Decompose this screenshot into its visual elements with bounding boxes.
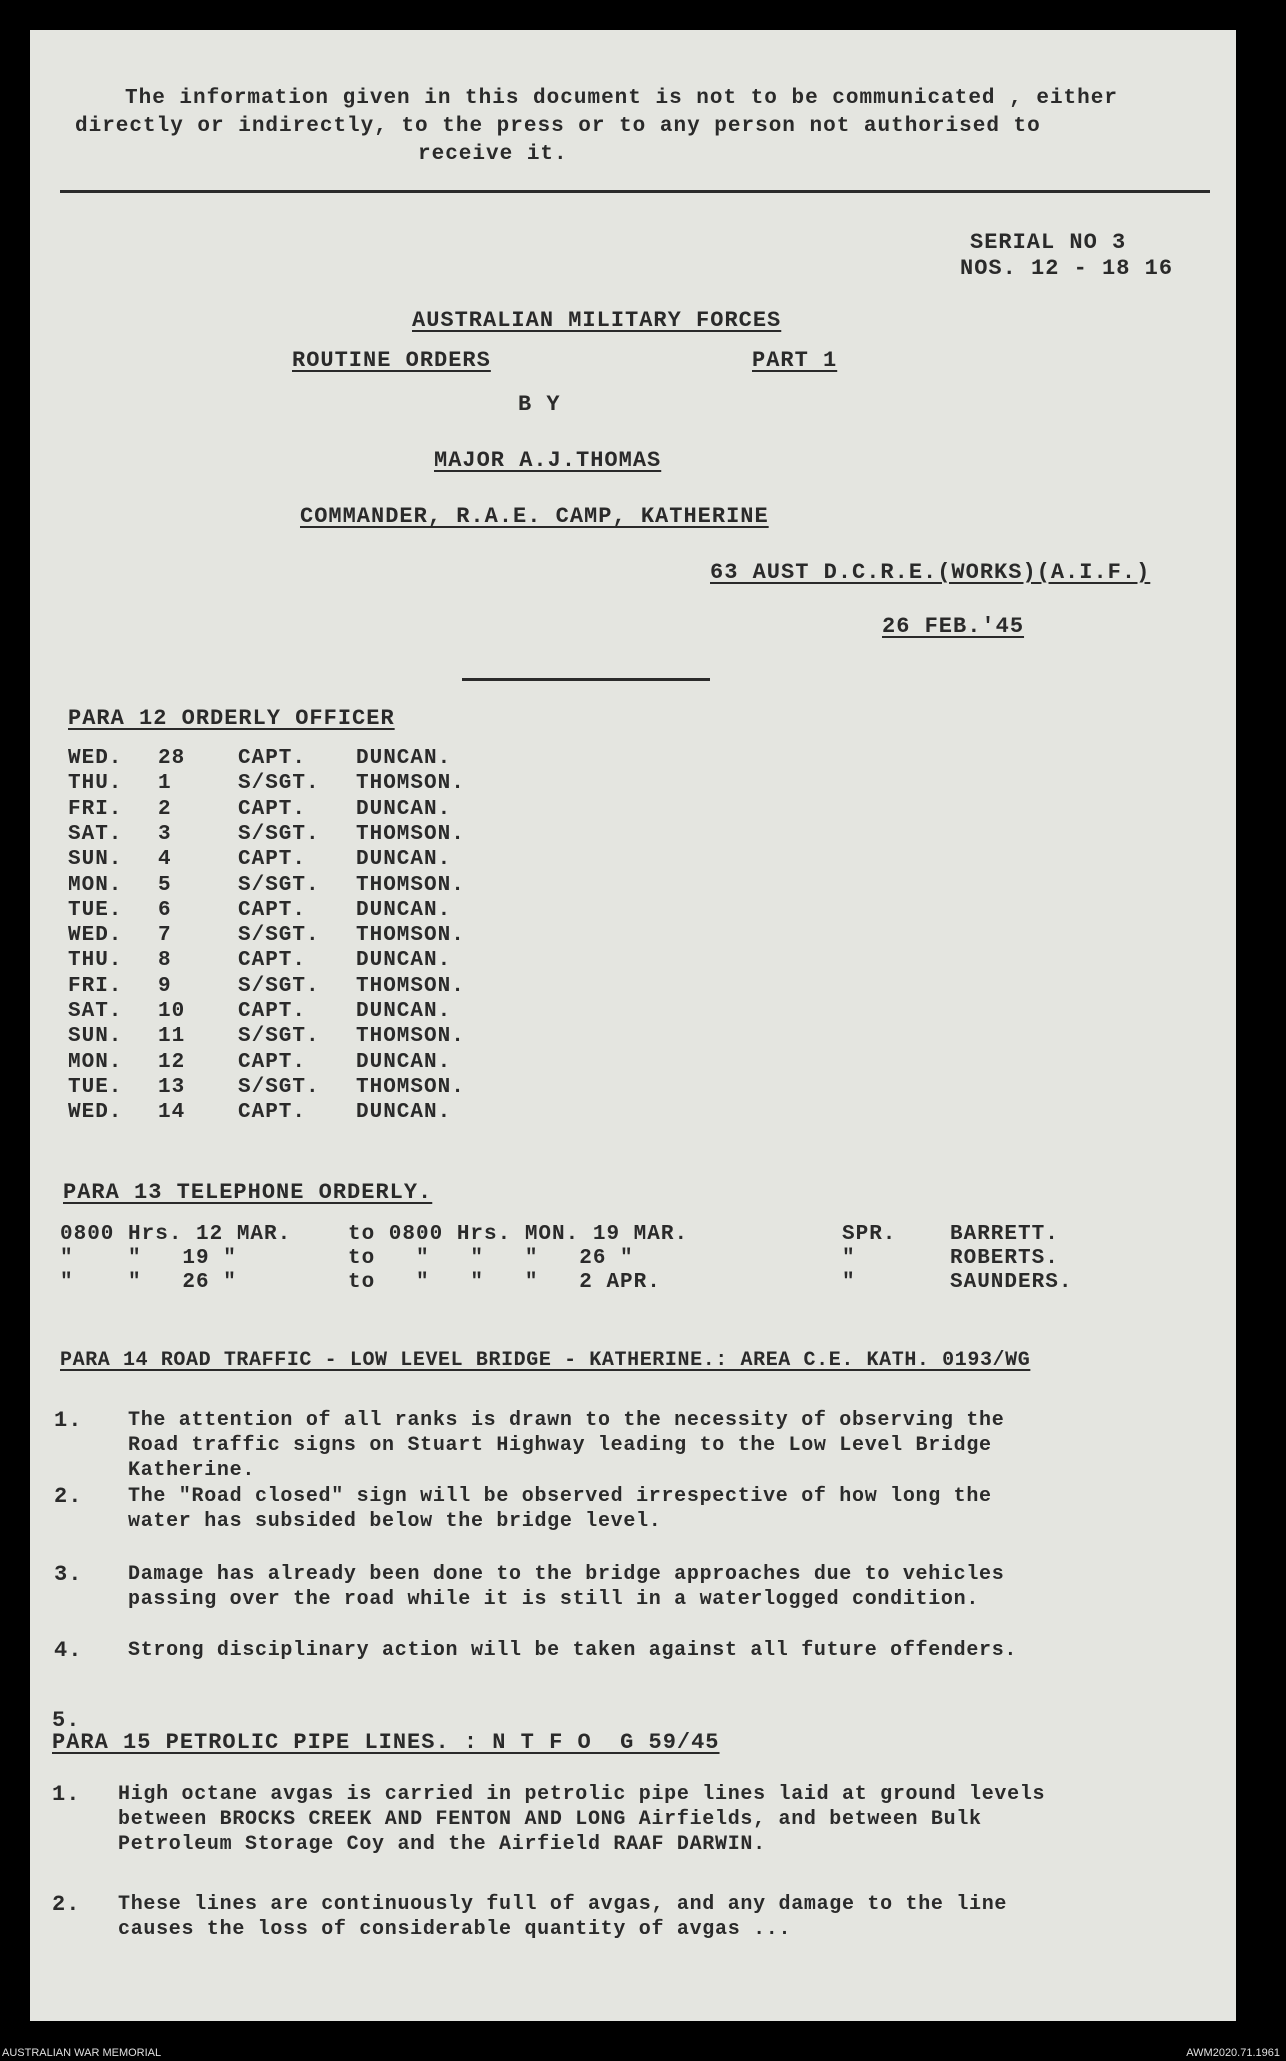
para14-heading: PARA 14 ROAD TRAFFIC - LOW LEVEL BRIDGE - KATHERINE.: AREA C.E. KATH. 0193/WG	[60, 1349, 1031, 1372]
item-text-line: Petroleum Storage Coy and the Airfield RAAF DARWIN.	[118, 1833, 766, 1856]
row-name: DUNCAN.	[356, 1050, 452, 1074]
row-rank: S/SGT.	[238, 822, 320, 846]
row-day: MON.	[68, 873, 123, 897]
item-number: 2.	[52, 1892, 81, 1917]
row-date: 28	[158, 747, 186, 770]
row-rank: CAPT.	[238, 1050, 307, 1074]
item-text-line: Damage has already been done to the bridge approaches due to vehicles	[128, 1563, 1005, 1586]
row-date: 6	[158, 898, 172, 922]
header-divider	[60, 190, 1210, 193]
row-from: " " 19 "	[60, 1247, 237, 1270]
row-from: 0800 Hrs. 12 MAR.	[60, 1223, 292, 1246]
notice-line-2: directly or indirectly, to the press or to any person not authorised to	[75, 115, 1041, 138]
notice-line-3: receive it.	[418, 143, 568, 166]
para12-heading: PARA 12 ORDERLY OFFICER	[68, 706, 395, 731]
row-rank: CAPT.	[238, 898, 307, 922]
row-date: 4	[158, 848, 172, 872]
row-day: WED.	[68, 1101, 123, 1125]
row-to: to " " " 26 "	[348, 1247, 634, 1270]
row-rank: "	[842, 1247, 856, 1270]
row-rank: CAPT.	[238, 747, 307, 770]
item-text-line: The "Road closed" sign will be observed irrespective of how long the	[128, 1485, 992, 1508]
para15-heading: PARA 15 PETROLIC PIPE LINES. : N T F O G 59/45	[52, 1730, 720, 1755]
item-text-line: The attention of all ranks is drawn to the necessity of observing the	[128, 1409, 1005, 1432]
footer-right: AWM2020.71.1961	[1186, 2047, 1280, 2059]
row-date: 9	[158, 974, 172, 998]
row-date: 13	[158, 1075, 186, 1099]
row-day: MON.	[68, 1050, 123, 1074]
row-day: TUE.	[68, 898, 123, 922]
item-text-line: water has subsided below the bridge level.	[128, 1510, 662, 1533]
forces-title: AUSTRALIAN MILITARY FORCES	[412, 308, 782, 333]
item-number: 3.	[54, 1562, 83, 1587]
item-text-line: Katherine.	[128, 1459, 256, 1482]
row-day: SUN.	[68, 1025, 123, 1049]
item-text-line: High octane avgas is carried in petrolic pipe lines laid at ground levels	[118, 1783, 1046, 1806]
row-name: ROBERTS.	[950, 1247, 1059, 1270]
row-name: DUNCAN.	[356, 898, 452, 922]
row-day: SAT.	[68, 1000, 123, 1023]
item-text-line: Road traffic signs on Stuart Highway leading to the Low Level Bridge	[128, 1434, 992, 1457]
row-rank: S/SGT.	[238, 1075, 320, 1099]
row-from: " " 26 "	[60, 1271, 237, 1294]
notice-line-1: The information given in this document is not to be communicated , either	[125, 87, 1118, 110]
row-name: THOMSON.	[356, 1025, 465, 1049]
order-numbers: NOS. 12 - 18 16	[960, 256, 1174, 281]
row-rank: CAPT.	[238, 949, 307, 973]
row-date: 14	[158, 1101, 186, 1125]
item-number: 4.	[54, 1638, 83, 1663]
row-date: 12	[158, 1050, 186, 1074]
row-date: 8	[158, 949, 172, 973]
row-name: THOMSON.	[356, 1075, 465, 1099]
routine-orders-title: ROUTINE ORDERS	[292, 348, 491, 373]
row-rank: CAPT.	[238, 1000, 307, 1023]
row-date: 5	[158, 873, 172, 897]
item-text-line: between BROCKS CREEK AND FENTON AND LONG Airfields, and between Bulk	[118, 1808, 982, 1831]
row-rank: S/SGT.	[238, 924, 320, 948]
item-text-line: passing over the road while it is still in a waterlogged condition.	[128, 1588, 980, 1611]
item-number: 2.	[54, 1484, 83, 1509]
row-rank: CAPT.	[238, 797, 307, 821]
document-page	[30, 30, 1236, 2021]
row-rank: "	[842, 1271, 856, 1294]
row-day: FRI.	[68, 797, 123, 821]
row-day: THU.	[68, 772, 123, 796]
row-name: THOMSON.	[356, 873, 465, 897]
stray-number: 5.	[52, 1708, 81, 1733]
row-name: THOMSON.	[356, 772, 465, 796]
row-rank: S/SGT.	[238, 1025, 320, 1049]
commander-title: COMMANDER, R.A.E. CAMP, KATHERINE	[300, 504, 769, 529]
row-day: SAT.	[68, 822, 123, 846]
item-text-line: Strong disciplinary action will be taken against all future offenders.	[128, 1639, 1018, 1662]
officer-name: MAJOR A.J.THOMAS	[434, 448, 662, 473]
item-text-line: These lines are continuously full of avgas, and any damage to the line	[118, 1893, 1008, 1916]
row-name: DUNCAN.	[356, 797, 452, 821]
footer-left: AUSTRALIAN WAR MEMORIAL	[2, 2047, 162, 2059]
row-name: SAUNDERS.	[950, 1271, 1073, 1294]
row-name: DUNCAN.	[356, 848, 452, 872]
row-rank: CAPT.	[238, 1101, 307, 1125]
row-rank: S/SGT.	[238, 873, 320, 897]
row-day: WED.	[68, 747, 123, 770]
row-name: THOMSON.	[356, 924, 465, 948]
row-to: to 0800 Hrs. MON. 19 MAR.	[348, 1223, 689, 1246]
para13-heading: PARA 13 TELEPHONE ORDERLY.	[63, 1180, 433, 1205]
row-date: 2	[158, 797, 172, 821]
row-name: DUNCAN.	[356, 1101, 452, 1125]
serial-number: SERIAL NO 3	[970, 230, 1127, 255]
by-label: B Y	[518, 392, 561, 417]
document-date: 26 FEB.'45	[882, 614, 1025, 639]
row-day: TUE.	[68, 1075, 123, 1099]
row-rank: CAPT.	[238, 848, 307, 872]
row-day: THU.	[68, 949, 123, 973]
row-name: DUNCAN.	[356, 747, 452, 770]
unit-designation: 63 AUST D.C.R.E.(WORKS)(A.I.F.)	[710, 560, 1151, 585]
row-name: DUNCAN.	[356, 1000, 452, 1023]
part-label: PART 1	[752, 348, 838, 373]
row-date: 10	[158, 1000, 186, 1023]
row-day: WED.	[68, 924, 123, 948]
row-day: FRI.	[68, 974, 123, 998]
row-name: THOMSON.	[356, 974, 465, 998]
item-text-line: causes the loss of considerable quantity of avgas ...	[118, 1918, 792, 1941]
row-name: BARRETT.	[950, 1223, 1059, 1246]
item-number: 1.	[54, 1408, 83, 1433]
row-date: 1	[158, 772, 172, 796]
row-to: to " " " 2 APR.	[348, 1271, 661, 1294]
row-rank: SPR.	[842, 1223, 897, 1246]
row-rank: S/SGT.	[238, 974, 320, 998]
row-rank: S/SGT.	[238, 772, 320, 796]
row-name: THOMSON.	[356, 822, 465, 846]
row-name: DUNCAN.	[356, 949, 452, 973]
row-day: SUN.	[68, 848, 123, 872]
title-divider	[462, 678, 710, 681]
row-date: 7	[158, 924, 172, 948]
row-date: 3	[158, 822, 172, 846]
item-number: 1.	[52, 1782, 81, 1807]
row-date: 11	[158, 1025, 186, 1049]
